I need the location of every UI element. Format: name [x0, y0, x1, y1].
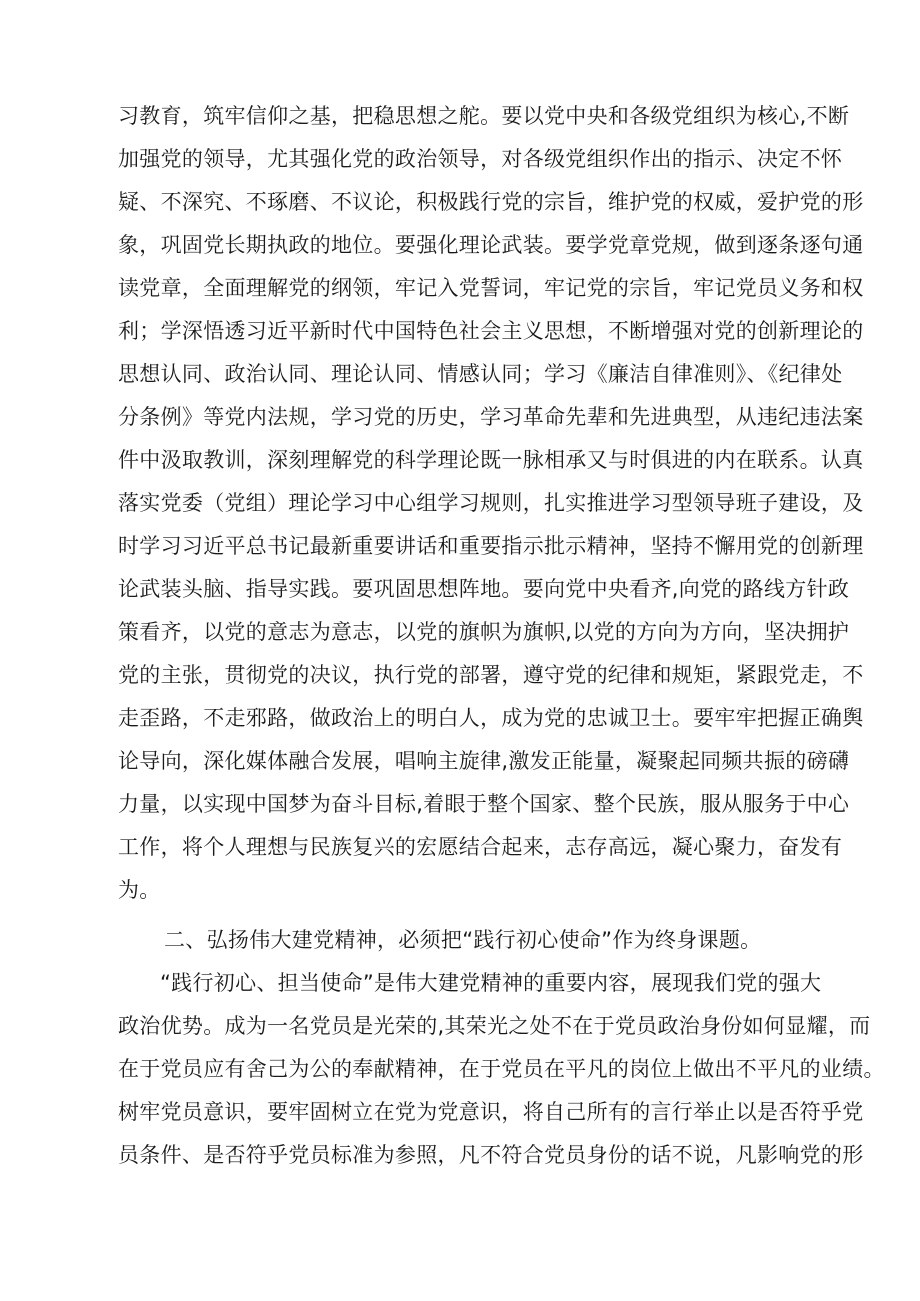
section-heading: 二、弘扬伟大建党精神，必须把“践行初心使命”作为终身课题。: [164, 928, 762, 952]
text-line: 政治优势。成为一名党员是光荣的,其荣光之处不在于党员政治身份如何显耀，而: [118, 1014, 871, 1038]
text-line: 走歪路，不走邪路，做政治上的明白人，成为党的忠诚卫士。要牢牢把握正确舆: [118, 706, 864, 730]
text-line: 在于党员应有舍己为公的奉献精神，在于党员在平凡的岗位上做出不平凡的业绩。: [118, 1057, 885, 1081]
text-line: 思想认同、政治认同、理论认同、情感认同；学习《廉洁自律准则》、《纪律处: [118, 362, 843, 386]
text-line: 员条件、是否符乎党员标准为参照，凡不符合党员身份的话不说，凡影响党的形: [118, 1143, 864, 1167]
text-line: 象，巩固党长期执政的地位。要强化理论武装。要学党章党规，做到逐条逐句通: [118, 233, 864, 257]
text-line: 论导向，深化媒体融合发展，唱响主旋律,激发正能量，凝聚起同频共振的磅礴: [118, 749, 850, 773]
text-line: 树牢党员意识，要牢固树立在党为党意识，将自己所有的言行举止以是否符乎党: [118, 1100, 864, 1124]
text-line: 党的主张，贯彻党的决议，执行党的部署，遵守党的纪律和规矩，紧跟党走，不: [118, 663, 864, 687]
text-line: 时学习习近平总书记最新重要讲话和重要指示批示精神，坚持不懈用党的创新理: [118, 534, 864, 558]
text-line: 疑、不深究、不琢磨、不议论，积极践行党的宗旨，维护党的权威，爱护党的形: [118, 190, 864, 214]
text-line: “践行初心、担当使命”是伟大建党精神的重要内容，展现我们党的强大: [160, 971, 822, 995]
text-line: 读党章，全面理解党的纲领，牢记入党誓词，牢记党的宗旨，牢记党员义务和权: [118, 276, 864, 300]
text-line: 习教育，筑牢信仰之基，把稳思想之舵。要以党中央和各级党组织为核心,不断: [118, 104, 850, 128]
text-line: 分条例》等党内法规，学习党的历史，学习革命先辈和先进典型，从违纪违法案: [118, 405, 864, 429]
text-line: 工作，将个人理想与民族复兴的宏愿结合起来，志存高远，凝心聚力，奋发有: [118, 835, 843, 859]
text-line: 论武装头脑、指导实践。要巩固思想阵地。要向党中央看齐,向党的路线方针政: [118, 577, 850, 601]
text-line: 加强党的领导，尤其强化党的政治领导，对各级党组织作出的指示、决定不怀: [118, 147, 843, 171]
text-line: 利；学深悟透习近平新时代中国特色社会主义思想，不断增强对党的创新理论的: [118, 319, 864, 343]
text-line: 为。: [118, 878, 161, 902]
text-line: 策看齐，以党的意志为意志，以党的旗帜为旗帜,以党的方向为方向，坚决拥护: [118, 620, 850, 644]
text-line: 力量，以实现中国梦为奋斗目标,着眼于整个国家、整个民族，服从服务于中心: [118, 792, 850, 816]
text-line: 件中汲取教训，深刻理解党的科学理论既一脉相承又与时俱进的内在联系。认真: [118, 448, 864, 472]
text-line: 落实党委（党组）理论学习中心组学习规则，扎实推进学习型领导班子建设，及: [118, 491, 864, 515]
